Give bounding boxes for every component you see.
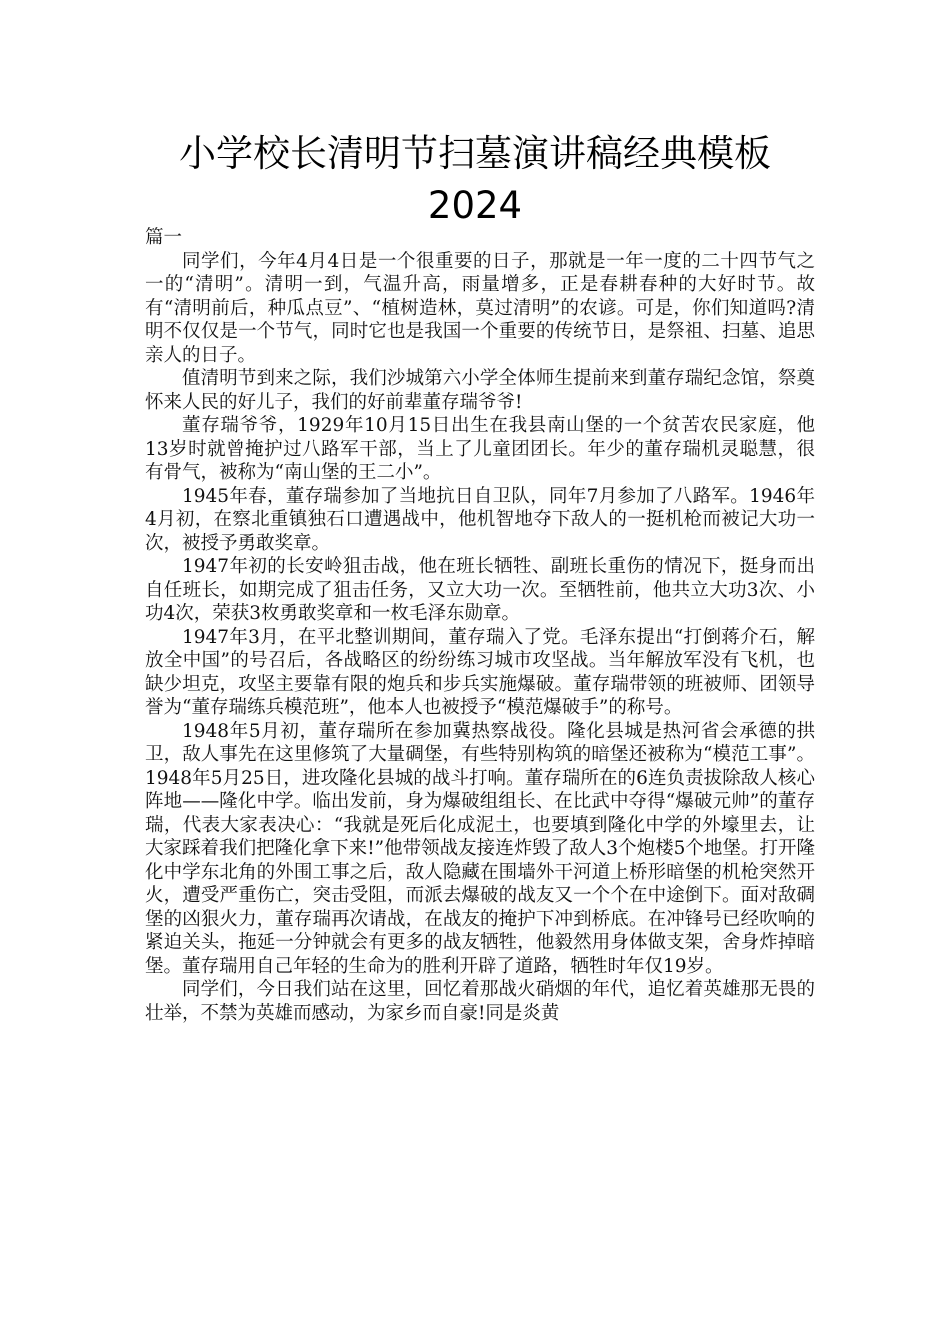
paragraph-7: 1948年5月初，董存瑞所在参加冀热察战役。隆化县城是热河省会承德的拱卫，敌人事先在这里修筑了大量碉堡，有些特别构筑的暗堡还被称为“模范工事”。1948年5月25日，进攻隆化县城的战斗打响。董存瑞所在的6连负责拔除敌人核心阵地——隆化中学。临出发前，身为爆破组组长、在比武中夺得“爆破元帅”的董存瑞，代表大家表决心：“我就是死后化成泥土，也要填到隆化中学的外壕里去，让大家踩着我们把隆化拿下来!”他带领战友接连炸毁了敌人3个炮楼5个地堡。打开隆化中学东北角的外围工事之后，敌人隐藏在围墙外干河道上桥形暗堡的机枪突然开火，遭受严重伤亡，突击受阻，而派去爆破的战友又一个个在中途倒下。面对敌碉堡的凶狠火力，董存瑞再次请战，在战友的掩护下冲到桥底。在冲锋号已经吹响的紧迫关头，拖延一分钟就会有更多的战友牺牲，他毅然用身体做支架，舍身炸掉暗堡。董存瑞用自己年轻的生命为的胜利开辟了道路，牺牲时年仅19岁。	[145, 720, 815, 977]
document-title-line-2: 2024	[427, 184, 523, 227]
section-label: 篇一	[145, 227, 183, 248]
paragraph-1: 同学们，今年4月4日是一个很重要的日子，那就是一年一度的二十四节气之一的“清明”。清明一到，气温升高，雨量增多，正是春耕春种的大好时节。故有“清明前后，种瓜点豆”、“植树造林，莫过清明”的农谚。可是，你们知道吗?清明不仅仅是一个节气，同时它也是我国一个重要的传统节日，是祭祖、扫墓、追思亲人的日子。	[145, 250, 815, 366]
paragraph-8: 同学们，今日我们站在这里，回忆着那战火硝烟的年代，追忆着英雄那无畏的壮举，不禁为英雄而感动，为家乡而自豪!同是炎黄	[145, 979, 815, 1024]
document-title-line-1: 小学校长清明节扫墓演讲稿经典模板	[179, 132, 771, 175]
paragraph-3: 董存瑞爷爷，1929年10月15日出生在我县南山堡的一个贫苦农民家庭，他13岁时就曾掩护过八路军干部，当上了儿童团团长。年少的董存瑞机灵聪慧，很有骨气，被称为“南山堡的王二小”。	[145, 415, 815, 483]
paragraph-4: 1945年春，董存瑞参加了当地抗日自卫队，同年7月参加了八路军。1946年4月初，在察北重镇独石口遭遇战中，他机智地夺下敌人的一挺机枪而被记大功一次，被授予勇敢奖章。	[145, 485, 815, 554]
document-body	[145, 226, 815, 1025]
paragraph-6: 1947年3月，在平北整训期间，董存瑞入了党。毛泽东提出“打倒蒋介石，解放全中国”的号召后，各战略区的纷纷练习城市攻坚战。当年解放军没有飞机，也缺少坦克，攻坚主要靠有限的炮兵和步兵实施爆破。董存瑞带领的班被师、团领导誉为“董存瑞练兵模范班”，他本人也被授予“模范爆破手”的称号。	[145, 626, 815, 718]
paragraph-5: 1947年初的长安岭狙击战，他在班长牺牲、副班长重伤的情况下，挺身而出自任班长，如期完成了狙击任务，又立大功一次。至牺牲前，他共立大功3次、小功4次，荣获3枚勇敢奖章和一枚毛泽东勋章。	[145, 556, 815, 624]
paragraph-2: 值清明节到来之际，我们沙城第六小学全体师生提前来到董存瑞纪念馆，祭奠怀来人民的好儿子，我们的好前辈董存瑞爷爷!	[145, 368, 815, 413]
